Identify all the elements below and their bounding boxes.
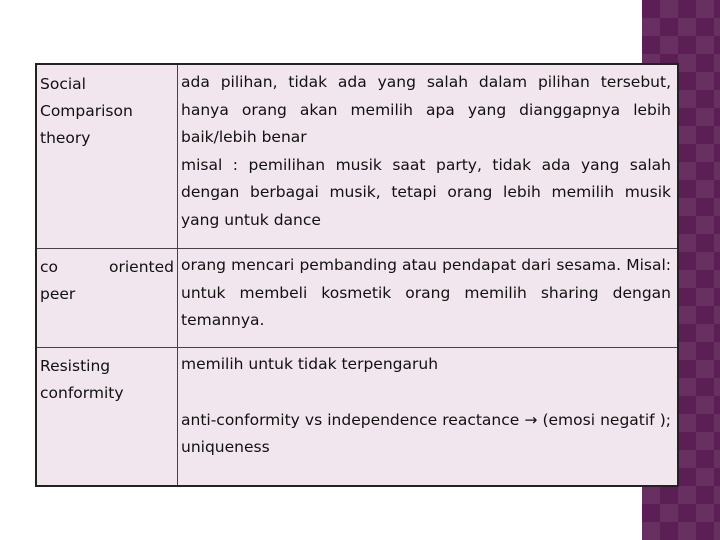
term-label: Resisting conformity (40, 357, 124, 402)
term-label (40, 254, 174, 308)
term-description (181, 69, 671, 234)
description-line: misal : pemilihan musik saat party, tidak ada yang salah dengan berbagai musik, tetapi orang lebih memilih musik yang untuk dance (181, 155, 671, 229)
table-row (37, 65, 677, 249)
term-label: Social Comparison theory (40, 75, 133, 147)
term-label-line: co oriented (40, 258, 174, 276)
paragraph-gap (181, 379, 671, 407)
description-line: memilih untuk tidak terpengaruh (181, 355, 439, 373)
content-table (35, 63, 679, 487)
term-description (181, 351, 671, 462)
table-row (37, 248, 677, 348)
description-line: ada pilihan, tidak ada yang salah dalam pilihan tersebut, hanya orang akan memilih apa yang dianggapnya lebih baik/lebih benar (181, 73, 671, 146)
right-arrow-icon: → (524, 410, 538, 429)
table-row (37, 347, 677, 485)
description-line: anti-conformity vs independence reactance → (emosi negatif ); uniqueness (181, 407, 671, 462)
term-label-line: peer (40, 285, 76, 303)
term-description: orang mencari pembanding atau pendapat dari sesama. Misal: untuk membeli kosmetik orang memilih sharing dengan temannya. (181, 256, 671, 329)
